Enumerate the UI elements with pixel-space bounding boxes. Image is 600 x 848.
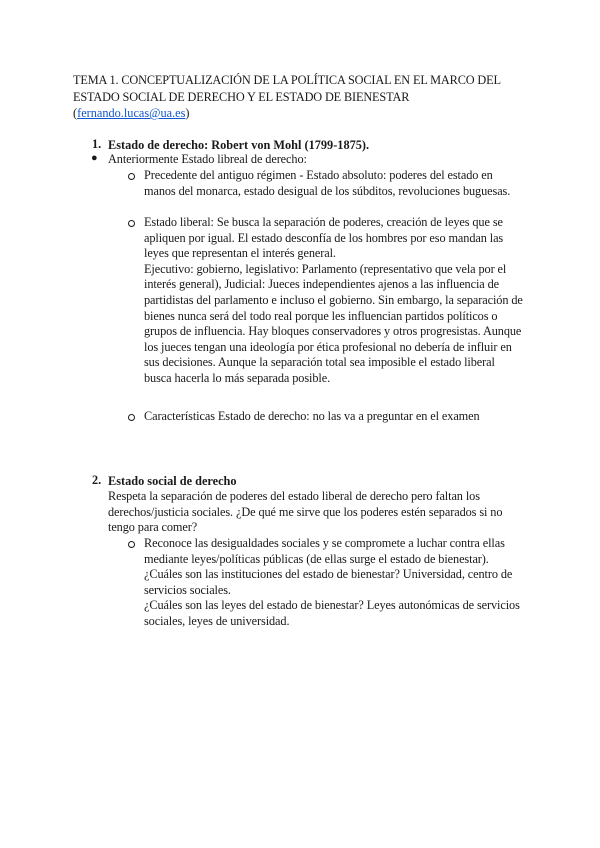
text-line: manos del monarca, estado desigual de los súbditos, revoluciones buguesas.	[144, 183, 511, 198]
email-open-paren: (	[73, 106, 78, 120]
email-close-paren: )	[185, 106, 190, 120]
section-1-bullet: Anteriormente Estado libreal de derecho:	[108, 152, 307, 166]
section-2-intro	[108, 489, 548, 536]
document-title	[73, 72, 533, 106]
section-2-number: 2.	[92, 473, 102, 487]
circle-bullet	[128, 414, 135, 421]
text-line: tengo para comer?	[108, 520, 198, 535]
text-line: servicios sociales.	[144, 582, 231, 597]
text-line: ¿Cuáles son las leyes del estado de bienestar? Leyes autonómicas de servicios	[144, 598, 520, 613]
circle-bullet	[128, 541, 135, 548]
text-line: interés general), Judicial: Jueces independientes ajenos a las influencia de	[144, 277, 500, 292]
text-line: derechos/justicia sociales. ¿De qué me sirve que los poderes estén separados si no	[108, 504, 503, 519]
text-line: Reconoce las desigualdades sociales y se compromete a luchar contra ellas	[144, 536, 505, 550]
text-line: partidistas del parlamento e incluso el gobierno. Sin embargo, la separación de	[144, 292, 523, 307]
text-line: busca hacerla lo más separada posible.	[144, 370, 331, 385]
section-1-heading: Estado de derecho: Robert von Mohl (1799-1875).	[108, 138, 370, 152]
circle-bullet	[128, 173, 135, 180]
author-email	[73, 106, 190, 121]
title-line-1: TEMA 1. CONCEPTUALIZACIÓN DE LA POLÍTICA SOCIAL EN EL MARCO DEL	[73, 73, 501, 87]
section-2-sub-1	[144, 536, 554, 630]
email-link[interactable]: fernando.lucas@ua.es	[77, 106, 186, 120]
bullet-dot: ●	[91, 152, 98, 164]
text-line: sociales, leyes de universidad.	[144, 613, 290, 628]
text-line: Respeta la separación de poderes del estado liberal de derecho pero faltan los	[108, 489, 480, 503]
section-2-heading: Estado social de derecho	[108, 474, 237, 488]
text-line: grupos de influencia. Hay bloques conservadores y otros progresistas. Aunque	[144, 324, 522, 339]
text-line: los jueces tengan una ideología por ética profesional no debería de influir en	[144, 339, 512, 354]
section-1-sub-3: Características Estado de derecho: no las va a preguntar en el examen	[144, 409, 480, 423]
title-line-2: ESTADO SOCIAL DE DERECHO Y EL ESTADO DE BIENESTAR	[73, 90, 410, 104]
text-line: leyes que representan el interés general.	[144, 246, 336, 261]
text-line: ¿Cuáles son las instituciones del estado de bienestar? Universidad, centro de	[144, 567, 513, 582]
text-line: Estado liberal: Se busca la separación de poderes, creación de leyes que se	[144, 215, 503, 229]
text-line: bienes nunca será del todo real porque les influencian partidos políticos o	[144, 308, 498, 323]
text-line: mediante leyes/políticas públicas (de ellas surge el estado de bienestar).	[144, 551, 489, 566]
text-line: Precedente del antiguo régimen - Estado absoluto: poderes del estado en	[144, 168, 493, 182]
text-line: sus decisiones. Aunque la separación total sea imposible el estado liberal	[144, 355, 495, 370]
text-line: apliquen por igual. El estado desconfía de los hombres por eso mandan las	[144, 230, 504, 245]
circle-bullet	[128, 220, 135, 227]
section-1-sub-2	[144, 215, 554, 387]
text-line: Ejecutivo: gobierno, legislativo: Parlamento (representativo que vela por el	[144, 261, 507, 276]
section-1-number: 1.	[92, 137, 102, 151]
section-1-sub-1	[144, 168, 544, 199]
